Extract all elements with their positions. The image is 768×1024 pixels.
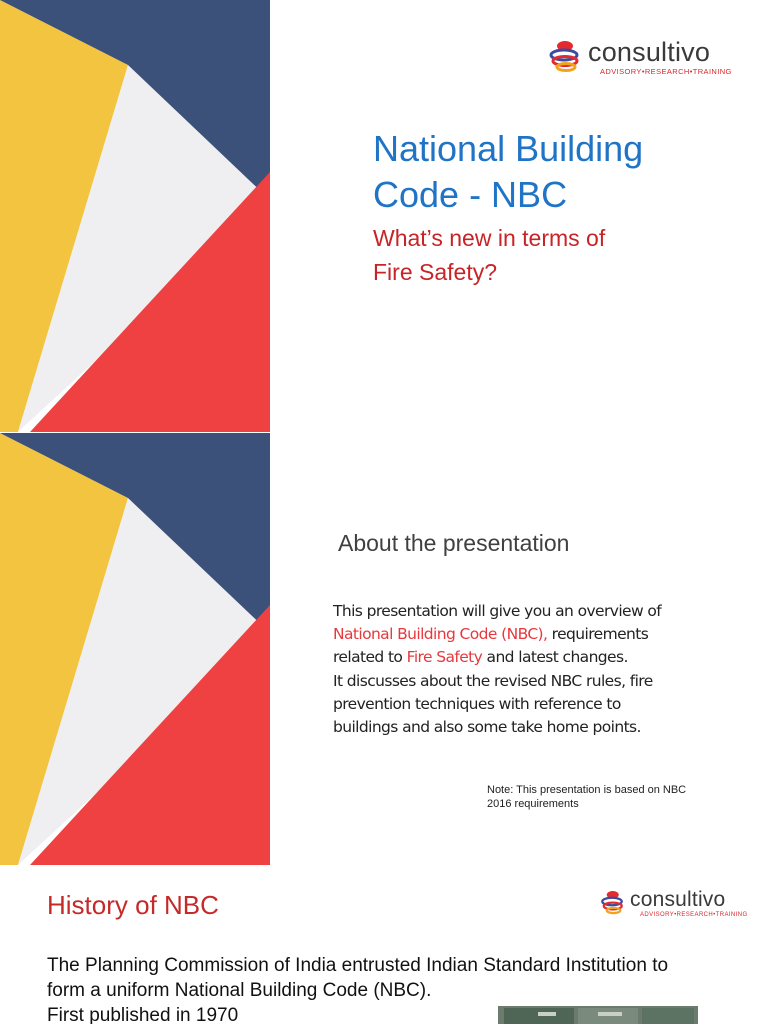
note-line-2: 2016 requirements xyxy=(487,798,579,810)
note-line-1: Note: This presentation is based on NBC xyxy=(487,784,687,796)
body-line-1: This presentation will give you an overview of xyxy=(333,602,662,620)
slide-title xyxy=(0,0,768,432)
body-changes: and latest changes. xyxy=(482,648,628,667)
slide-subtitle xyxy=(373,221,605,289)
body-line-5: prevention techniques with reference to xyxy=(333,694,621,713)
body-line-4: It discusses about the revised NBC rules, fire xyxy=(333,671,653,690)
consultivo-logo xyxy=(600,888,748,919)
logo-name: consultivo xyxy=(588,37,711,67)
subtitle-line-2: Fire Safety? xyxy=(373,259,497,285)
body-fire-safety-highlight: Fire Safety xyxy=(406,648,483,667)
history-line-3: First published in 1970 xyxy=(47,1005,239,1024)
decorative-shapes xyxy=(0,0,270,432)
history-line-1: The Planning Commission of India entrusted Indian Standard Institution to xyxy=(47,955,669,976)
swirl-logo-icon xyxy=(600,888,630,918)
slide-history xyxy=(0,866,768,1024)
about-heading: About the presentation xyxy=(338,530,570,556)
nbc-books-image xyxy=(498,1004,698,1024)
body-line-6: buildings and also some take home points. xyxy=(333,718,641,737)
logo-name: consultivo xyxy=(630,888,726,911)
body-related: related to xyxy=(333,648,407,667)
about-body xyxy=(333,600,753,739)
history-title: History of NBC xyxy=(47,890,219,920)
body-nbc-highlight: National Building Code (NBC), xyxy=(333,625,548,644)
consultivo-logo xyxy=(548,37,732,77)
note xyxy=(487,783,717,811)
swirl-logo-icon xyxy=(548,37,588,77)
title-line-2: Code - NBC xyxy=(373,174,568,215)
history-line-2: form a uniform National Building Code (NBC). xyxy=(47,980,432,1001)
slide-about xyxy=(0,433,768,865)
decorative-shapes xyxy=(0,433,270,865)
logo-tagline: ADVISORY•RESEARCH•TRAINING xyxy=(600,67,732,76)
slide-title-heading xyxy=(373,126,643,218)
subtitle-line-1: What’s new in terms of xyxy=(373,225,606,251)
body-requirements: requirements xyxy=(547,625,649,644)
title-line-1: National Building xyxy=(373,128,644,169)
logo-tagline: ADVISORY•RESEARCH•TRAINING xyxy=(640,912,748,918)
